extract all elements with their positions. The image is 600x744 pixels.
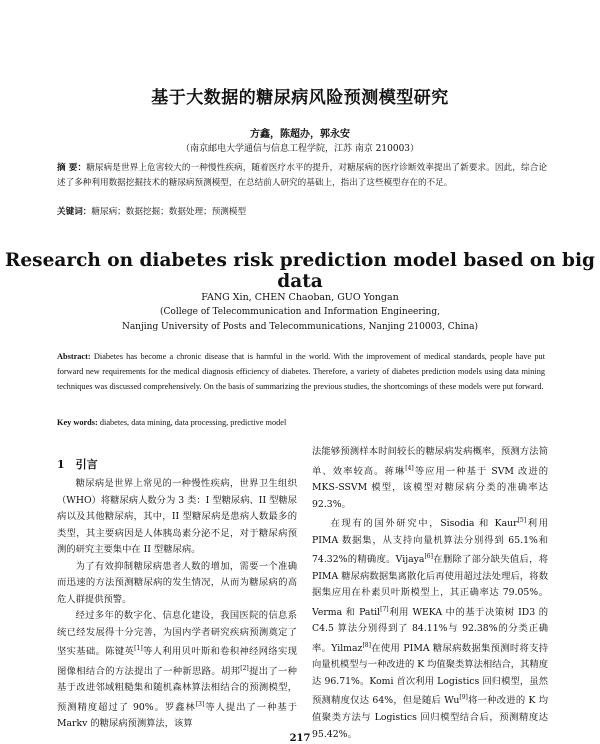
abstract-cn-label: 摘 要：	[57, 163, 87, 173]
abstract-en	[57, 349, 545, 394]
citation: [6]	[424, 553, 433, 561]
paper-title-en: Research on diabetes risk prediction model based on big data	[5, 250, 595, 292]
abstract-cn-text: 糖尿病是世界上危害较大的一种慢性疾病，随着医疗水平的提升，对糖尿病的医疗诊断效率提出了新要求。因此，综合论述了多种利用数据挖掘技术的糖尿病预测模型，在总结前人研究的基础上，指出了这些模型存在的不足。	[57, 163, 547, 188]
paragraph: 糖尿病是世界上常见的一种慢性疾病，世界卫生组织（WHO）将糖尿病人数分为 3 类：I 型糖尿病、II 型糖尿病以及其他糖尿病，其中，II 型糖尿病是患病人数最多的类型，其主要病因是人体胰岛素分泌不足，对于糖尿病预测的研究主要集中在 II 型糖尿病。	[57, 478, 297, 555]
section-heading: 1 引言	[57, 458, 98, 471]
authors-en: FANG Xin, CHEN Chaoban, GUO Yongan	[201, 292, 399, 303]
keywords-cn	[57, 205, 547, 220]
abstract-cn	[57, 161, 547, 190]
paragraph: 法能够预测样本时间较长的糖尿病发病概率，预测方法简单、效率较高。蒋琳[4]等应用一种基于 SVM 改进的 MKS-SSVM 模型，该模型对糖尿病分类的准确率达 92.3%。	[312, 446, 548, 510]
citation: [4]	[405, 464, 414, 472]
citation: [9]	[459, 694, 468, 702]
keywords-en	[57, 416, 547, 431]
page-number: 217	[289, 733, 311, 744]
keywords-cn-text: 糖尿病；数据挖掘；数据处理；预测模型	[91, 207, 247, 217]
abstract-en-text: Diabetes has become a chronic disease that is harmful in the world. With the improvement of medical standards, people have put forward new requirements for the medical diagnosis efficiency of diabetes. Therefore, a variety of diabetes prediction models using data mining techniques was discussed comprehensively. On the basis of summarizing the previous studies, the shortcomings of these models were put forward.	[57, 352, 545, 391]
authors-cn: 方鑫，陈超办，郭永安	[250, 129, 350, 140]
keywords-en-text: diabetes, data mining, data processing, predictive model	[99, 418, 287, 427]
citation: [2]	[240, 664, 249, 672]
keywords-en-label: Key words:	[57, 418, 98, 427]
affiliation-en-line2: Nanjing University of Posts and Telecommunications, Nanjing 210003, China)	[121, 322, 479, 332]
citation: [3]	[195, 700, 205, 708]
citation: [8]	[362, 641, 371, 649]
paragraph: 为了有效抑制糖尿病患者人数的增加，需要一个准确而迅速的方法预测糖尿病的发生情况，从而为糖尿病的高危人群提供预警。	[57, 560, 297, 605]
affiliation-en-line1: (College of Telecommunication and Information Engineering,	[160, 307, 440, 317]
body-column-right	[312, 444, 548, 743]
body-column-left	[57, 476, 297, 733]
keywords-cn-label: 关键词：	[57, 207, 92, 217]
paper-title-cn: 基于大数据的糖尿病风险预测模型研究	[151, 88, 449, 108]
affiliation-cn: （南京邮电大学通信与信息工程学院，江苏 南京 210003）	[180, 144, 420, 154]
citation: [5]	[517, 517, 527, 525]
paragraph: 经过多年的数字化、信息化建设，我国医院的信息系统已经发展得十分完善，为国内学者研究疾病预测奠定了坚实基础。陈键英[1]等人利用贝叶斯和卷积神经网络实现图像相结合的方法提出了一种新思路。胡邦[2]提出了一种基于改进邻域粗糙集和随机森林算法相结合的预测模型，预测精度超过了 90%。罗鑫林[3]等人提出了一种基于 Markv 的糖尿病预测算法，该算	[57, 610, 297, 730]
paragraph: 在现有的国外研究中，Sisodia 和 Kaur[5]利用 PIMA 数据集，从支持向量机算法分别得到 65.1%和74.32%的精确度。Vijaya[6]在删除了部分缺失值后，将 PIMA 糖尿病数据集离散化后再使用超过法处理后，将数据集应用在朴素贝叶斯模型上，其正确率达 79.05%。Verma 和 Patil[7]利用 WEKA 中的基于决策树 ID3 的 C4.5 算法分别得到了 84.11%与 92.38%的分类正确率。Yilmaz[8]在使用 PIMA 糖尿病数据集预测时将支持向量机模型与一种改进的 K 均值聚类算法相结合，其精度达 96.71%。Komi 首次利用 Logistics 回归模型，虽然预测精度仅达 64%，但是随后 Wu[9]将一种改进的 K 均值聚类方法与 Logistics 回归模型结合后，预测精度达 95.42%。	[312, 517, 548, 740]
citation: [1]	[134, 645, 143, 652]
abstract-en-label: Abstract:	[57, 352, 91, 361]
citation: [7]	[380, 605, 389, 613]
